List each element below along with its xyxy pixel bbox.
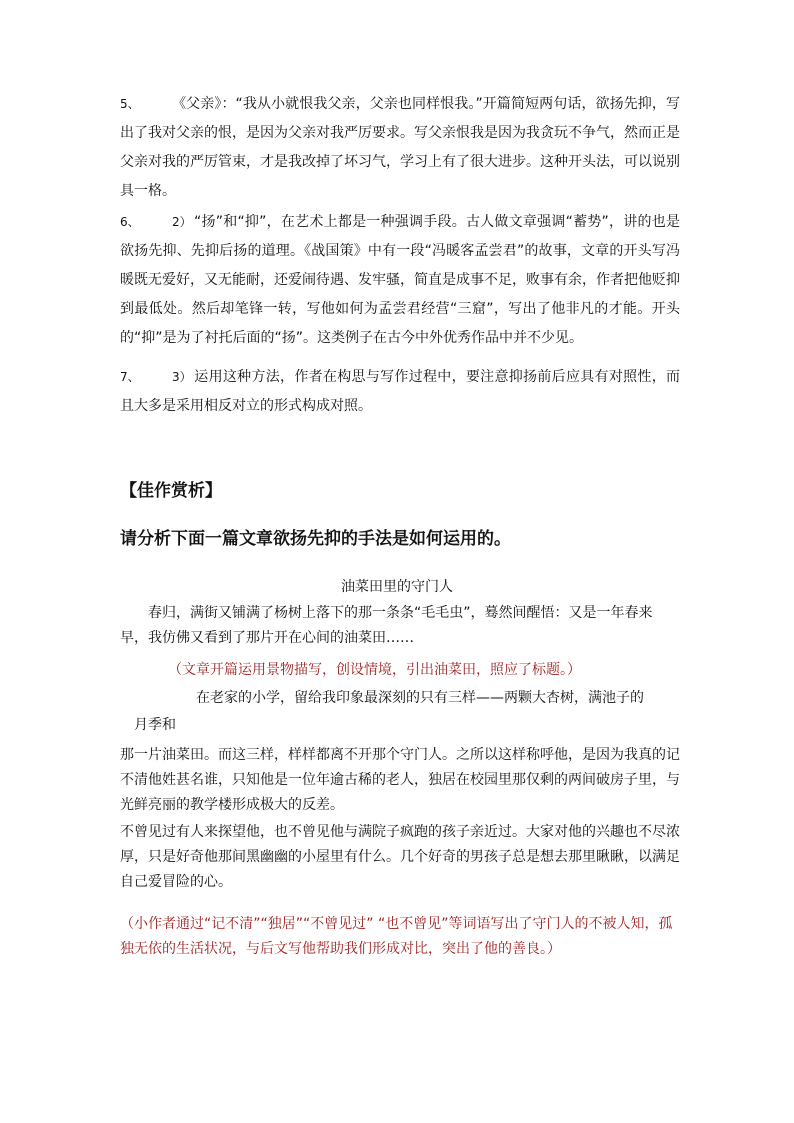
- task-prompt: 请分析下面一篇文章欲扬先抑的手法是如何运用的。: [120, 529, 511, 549]
- essay-paragraph: 在老家的小学，留给我印象最深刻的只有三样——两颗大杏树，满池子的: [196, 690, 644, 706]
- section-title: 【佳作赏析】: [120, 481, 222, 501]
- essay-paragraph: 那一片油菜田。而这三样，样样都离不开那个守门人。之所以这样称呼他，是因为我真的记不清他姓甚名谁，只知他是一位年逾古稀的老人，独居在校园里那仅剩的两间破房子里，与光鲜亮丽的教学楼形成极大的反差。: [120, 747, 680, 813]
- essay-paragraph: 春归，满街又铺满了杨树上落下的那一条条“毛毛虫”，蓦然间醒悟：又是一年春来早，我仿佛又看到了那片开在心间的油菜田……: [120, 605, 653, 646]
- annotation: （小作者通过“记不清”“独居”“不曾见过” “也不曾见”等词语写出了守门人的不被人知，孤独无依的生活状况，与后文写他帮助我们形成对比，突出了他的善良。）: [120, 916, 673, 957]
- annotation: （文章开篇运用景物描写，创设情境，引出油菜田，照应了标题。）: [168, 662, 581, 678]
- item-text: 运用这种方法，作者在构思与写作过程中，要注意抑扬前后应具有对照性，而且大多是采用相反对立的形式构成对照。: [120, 369, 680, 414]
- item-text: 《父亲》：“我从小就恨我父亲，父亲也同样恨我。”开篇简短两句话，欲扬先抑，写出了我对父亲的恨，是因为父亲对我严厉要求。写父亲恨我是因为我贪玩不争气，然而正是父亲对我的严厉管束，才是我改掉了坏习气，学习上有了很大进步。这种开头法，可以说别具一格。: [120, 96, 680, 199]
- item-number: 7、: [120, 370, 140, 384]
- essay-title: 油菜田里的守门人: [341, 579, 453, 595]
- list-item-6: [120, 208, 680, 353]
- list-item-7: [120, 363, 680, 421]
- item-number: 6、: [120, 215, 140, 229]
- list-item-5: [120, 90, 680, 206]
- essay-paragraph: 不曾见过有人来探望他，也不曾见他与满院子疯跑的孩子亲近过。大家对他的兴趣也不尽浓厚，只是好奇他那间黑幽幽的小屋里有什么。几个好奇的男孩子总是想去那里瞅瞅，以满足自己爱冒险的心。: [120, 824, 680, 890]
- item-subnumber: 2）: [172, 215, 192, 229]
- item-text: “扬”和“抑”，在艺术上都是一种强调手段。古人做文章强调“蓄势”，讲的也是欲扬先抑、先抑后扬的道理。《战国策》中有一段“冯暖客孟尝君”的故事，文章的开头写冯暖既无爱好，又无能耐，还爱闹待遇、发牢骚，简直是成事不足，败事有余，作者把他贬抑到最低处。然后却笔锋一转，写他如何为孟尝君经营“三窟”，写出了他非凡的才能。开头的“抑”是为了衬托后面的“扬”。这类例子在古今中外优秀作品中并不少见。: [120, 214, 680, 346]
- item-number: 5、: [120, 97, 140, 111]
- item-subnumber: 3）: [172, 370, 192, 384]
- essay-paragraph: 月季和: [134, 717, 176, 733]
